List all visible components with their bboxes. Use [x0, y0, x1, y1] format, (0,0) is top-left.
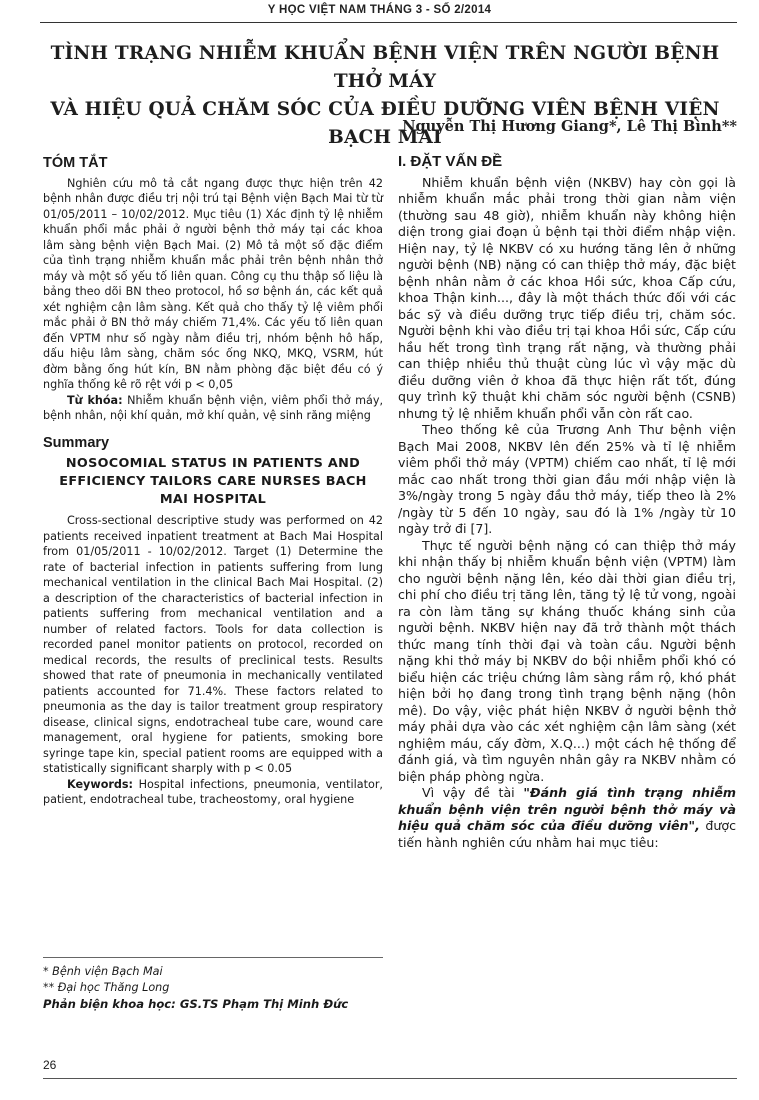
- intro-paragraph-3: Thực tế người bệnh nặng có can thiệp thở máy khi nhận thấy bị nhiễm khuẩn bệnh viện (VPTM) làm cho người bệnh nặng lên, kéo dài thời gian điều trị, chi phí cho điều trị tăng lên, tăng tỷ lệ tử vong, ngoài ra còn làm tăng sự kháng thuốc kháng sinh của người bệnh. NKBV hiện nay đã trở thành một thách thức mang tính thời đại và toàn cầu. Người bệnh nặng khi thở máy bị NKBV do bội nhiễm phổi khó có biểu hiện các triệu chứng lâm sàng rầm rộ, khó phát hiện bởi họ đang trong tình trạng bệnh nặng (hôn mê). Do vậy, việc phát hiện NKBV ở người bệnh thở máy phải dựa vào các xét nghiệm cận lâm sàng (xét nghiệm máu, cấy đờm, X.Q...) một cách hệ thống để đánh giá, và tìm nguyên nhân gây ra NKBV nhằm có biện pháp phòng ngừa.: [398, 537, 736, 784]
- title-line-1: TÌNH TRẠNG NHIỄM KHUẨN BỆNH VIỆN TRÊN NGƯỜI BỆNH THỞ MÁY: [50, 43, 720, 92]
- keywords-vi-text: Nhiễm khuẩn bệnh viện, viêm phổi thở máy, bệnh nhân, nội khí quản, mở khí quản, vệ sinh răng miệng: [43, 393, 384, 422]
- keywords-en-label: Keywords:: [67, 777, 134, 791]
- intro-paragraph-1: Nhiễm khuẩn bệnh viện (NKBV) hay còn gọi là nhiễm khuẩn mắc phải trong thời gian nằm viện (thường sau 48 giờ), nhiễm khuẩn này không hiện diện trong giai đoạn ủ bệnh tại thời điểm nhập viện. Hiện nay, tỷ lệ NKBV có xu hướng tăng lên ở những người bệnh (NB) nặng có can thiệp thở máy, đặc biệt bệnh nhân nằm ở các khoa Hồi sức, khoa Cấp cứu, khoa Thận kinh..., đây là một thách thức đối với các bác sỹ và điều dưỡng trực tiếp điều trị, chăm sóc. Người bệnh khi vào điều trị tại khoa Hồi sức, Cấp cứu hầu hết trong tình trạng rất nặng, và thường phải can thiệp nhiều thủ thuật cùng lúc vì vậy mặc dù điều dưỡng viên ở khoa đã thực hiện rất tốt, đúng quy trình kỹ thuật khi chăm sóc người bệnh (CSNB) nhưng tỷ lệ nhiễm khuẩn phổi vẫn còn rất cao.: [398, 174, 736, 421]
- intro-paragraph-4: [398, 785, 736, 851]
- keywords-en-text: Hospital infections, pneumonia, ventilator, patient, endotracheal tube, tracheostomy, oral hygiene: [43, 777, 383, 806]
- article-title: [30, 40, 740, 152]
- intro-p4-before: Vì vậy đề tài: [422, 785, 515, 800]
- page-number: 26: [43, 1058, 57, 1072]
- abstract-en-keywords: [43, 777, 383, 808]
- intro-p4-emphasis: "Đánh giá tình trạng nhiễm khuẩn bệnh viện trên người bệnh thở máy và hiệu quả chăm sóc của điều dưỡng viên",: [398, 785, 736, 833]
- reviewer-note: Phản biện khoa học: GS.TS Phạm Thị Minh Đức: [43, 997, 349, 1011]
- abstract-en-body: Cross-sectional descriptive study was performed on 42 patients received inpatient treatment at Bach Mai Hospital from 01/05/2011 - 10/02/2012. Target (1) Determine the rate of bacterial infection in patients suffering from lung mechanical ventilation in the clinical Bach Mai Hospital. (2) a description of the characteristics of bacterial infection in patients suffering from mechanical ventilation and a number of related factors. Tools for data collection is recorded panel monitor patients on protocol, recorded on medical records, the results of preclinical tests. Results showed that rate of pneumonia in mechanically ventilated patients accounted for 71.4%. These factors related to pneumonia as the day is tailor treatment group respiratory disease, clinical signs, endotracheal tube care, wound care management, oral hygiene for patients, smoking bore syringe tape kin, special patient rooms are equipped with a statistically significant sharply with p < 0.05: [43, 514, 383, 775]
- intro-p4-after: được tiến hành nghiên cứu nhằm hai mục tiêu:: [398, 818, 736, 850]
- abstract-vi-keywords: [43, 393, 383, 424]
- abstract-vi-heading: TÓM TẮT: [43, 155, 108, 171]
- footnote-2: ** Đại học Thăng Long: [43, 981, 170, 994]
- intro-paragraph-2: Theo thống kê của Trương Anh Thư bệnh viện Bạch Mai 2008, NKBV lên đến 25% và tỉ lệ nhiễm viêm phổi thở máy (VPTM) chiếm cao nhất, tỉ lệ mới mắc cao nhất trong thời gian đầu mới nhập viện là 3%/ngày trong 5 ngày đầu thở máy, tiếp theo là 2% /ngày từ 5 đến 10 ngày, sau đó là 1% /ngày từ 10 ngày trở đi [7].: [398, 422, 736, 536]
- footnote-1: * Bệnh viện Bạch Mai: [43, 965, 163, 978]
- journal-header: Y HỌC VIỆT NAM THÁNG 3 - SỐ 2/2014: [267, 4, 492, 16]
- abstract-vi-body: Nghiên cứu mô tả cắt ngang được thực hiện trên 42 bệnh nhân được điều trị nội trú tại Bệnh viện Bạch Mai từ từ 01/05/2011 – 10/02/2012. Mục tiêu (1) Xác định tỷ lệ nhiễm khuẩn phổi mắc phải ở người bệnh thở máy tại các khoa lâm sàng bệnh viện Bạch Mai. (2) Mô tả một số đặc điểm của tình trạng nhiễm khuẩn mắc phải trên bệnh nhân thở máy và một số yếu tố liên quan. Công cụ thu thập số liệu là bảng theo dõi BN theo protocol, hồ sơ bệnh án, các kết quả xét nghiệm cận lâm sàng. Kết quả cho thấy tỷ lệ viêm phổi mắc phải ở BN thở máy chiếm 71,4%. Các yếu tố liên quan đến VPTM như số ngày nằm điều trị, nhóm bệnh hô hấp, dấu hiệu lâm sàng, chăm sóc ống NKQ, MKQ, VSRM, hút đờm bằng ống hút kín, BN nằm phòng đặc biệt đều có ý nghĩa thống kê rõ rệt với p < 0,05: [43, 176, 383, 391]
- page-rule: [43, 1078, 737, 1079]
- abstract-en-title: NOSOCOMIAL STATUS IN PATIENTS AND EFFICIENCY TAILORS CARE NURSES BACH MAI HOSPITAL: [59, 456, 367, 507]
- intro-heading: I. ĐẶT VẤN ĐỀ: [398, 153, 503, 170]
- title-line-2: VÀ HIỆU QUẢ CHĂM SÓC CỦA ĐIỀU DƯỠNG VIÊN BỆNH VIỆN BẠCH MAI: [50, 99, 720, 148]
- left-column: [43, 148, 383, 808]
- header-rule: [40, 22, 737, 23]
- footnotes: [43, 957, 383, 1012]
- keywords-vi-label: Từ khóa:: [67, 393, 123, 407]
- authors: Nguyễn Thị Hương Giang*, Lê Thị Bình**: [402, 118, 737, 135]
- right-column: [398, 148, 736, 851]
- abstract-en-heading: Summary: [43, 434, 110, 451]
